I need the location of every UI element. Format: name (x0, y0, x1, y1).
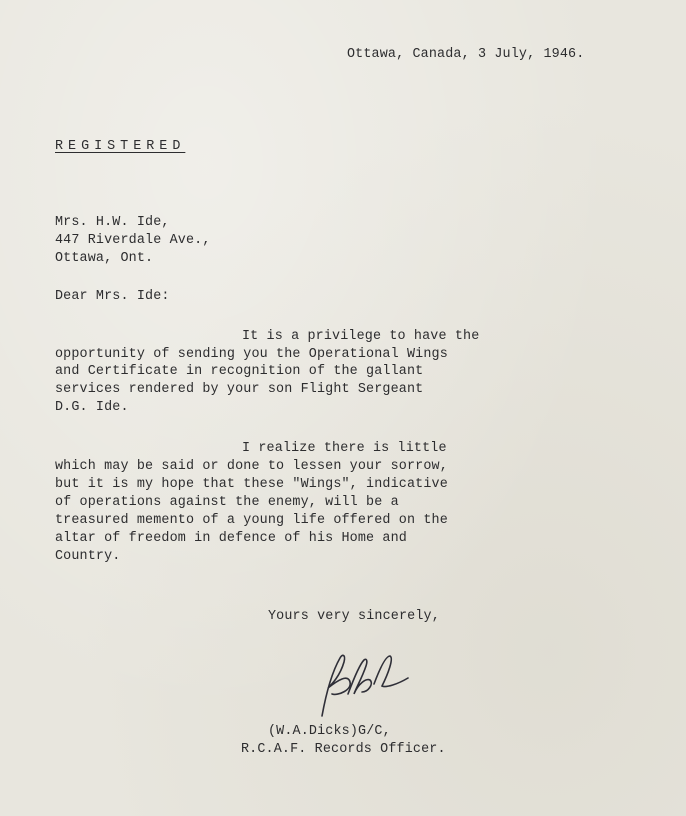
paragraph2-line-7: Country. (55, 549, 121, 564)
paragraph2-line-4: of operations against the enemy, will be a (55, 495, 399, 510)
address-line-3: Ottawa, Ont. (55, 251, 154, 266)
address-line-2: 447 Riverdale Ave., (55, 233, 211, 248)
paragraph2-line-1: I realize there is little (242, 441, 447, 456)
handwritten-signature (292, 644, 422, 724)
signatory-name: (W.A.Dicks)G/C, (268, 724, 391, 739)
paragraph2-line-2: which may be said or done to lessen your sorrow, (55, 459, 448, 474)
signatory-title: R.C.A.F. Records Officer. (241, 742, 446, 757)
paragraph1-line-4: services rendered by your son Flight Sergeant (55, 382, 424, 397)
paragraph2-line-5: treasured memento of a young life offered on the (55, 513, 448, 528)
closing: Yours very sincerely, (268, 609, 440, 624)
paragraph2-line-3: but it is my hope that these "Wings", indicative (55, 477, 448, 492)
dateline: Ottawa, Canada, 3 July, 1946. (347, 47, 585, 62)
paragraph1-line-1: It is a privilege to have the (242, 329, 480, 344)
paragraph1-line-2: opportunity of sending you the Operational Wings (55, 347, 448, 362)
paragraph2-line-6: altar of freedom in defence of his Home and (55, 531, 407, 546)
paragraph1-line-3: and Certificate in recognition of the gallant (55, 364, 424, 379)
salutation: Dear Mrs. Ide: (55, 289, 170, 304)
address-line-1: Mrs. H.W. Ide, (55, 215, 170, 230)
registered-heading: REGISTERED (55, 139, 186, 154)
paragraph1-line-5: D.G. Ide. (55, 400, 129, 415)
